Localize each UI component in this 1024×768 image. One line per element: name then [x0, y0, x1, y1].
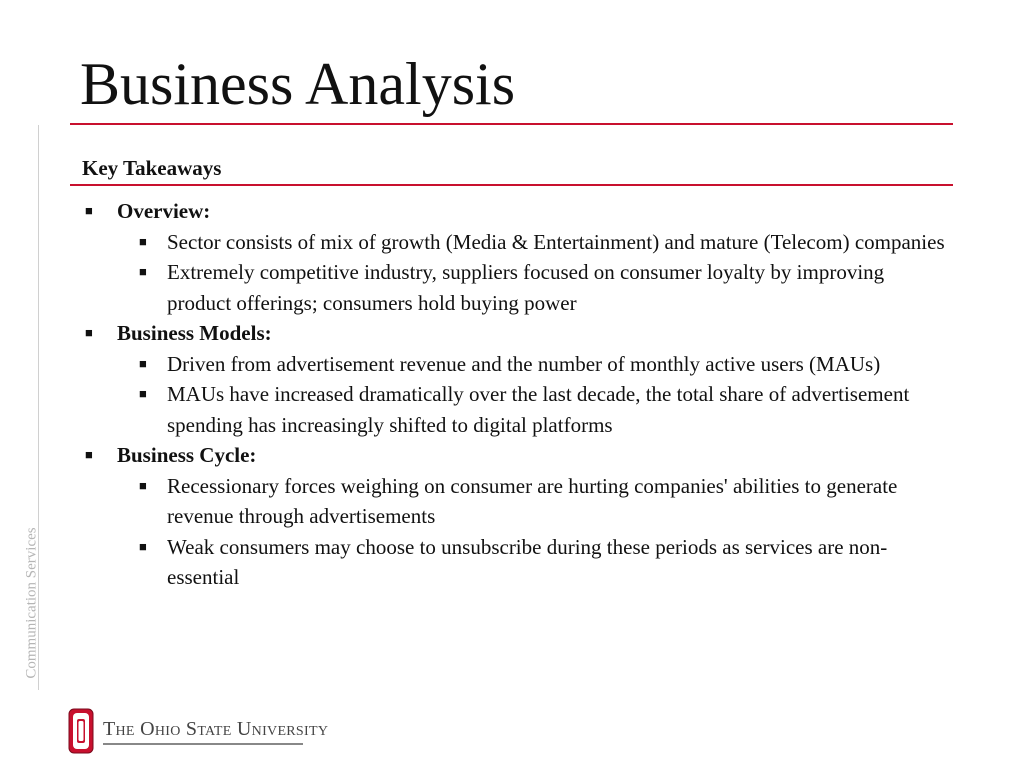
section-items	[117, 227, 945, 319]
section-items	[117, 349, 945, 441]
section-business-cycle	[85, 440, 945, 593]
title-divider	[70, 123, 953, 125]
square-bullet-icon: ■	[85, 203, 93, 218]
list-item: ■ Driven from advertisement revenue and the number of monthly active users (MAUs)	[117, 349, 945, 380]
square-bullet-icon: ■	[139, 386, 147, 401]
list-item: ■ Weak consumers may choose to unsubscribe during these periods as services are non-essential	[117, 532, 945, 593]
ohio-state-logo	[68, 708, 329, 756]
square-bullet-icon: ■	[139, 477, 147, 493]
list-item: ■ Recessionary forces weighing on consumer are hurting companies' abilities to generate revenue through advertisements	[117, 471, 945, 532]
section-heading: Business Cycle:	[117, 443, 257, 467]
list-item: ■ MAUs have increased dramatically over the last decade, the total share of advertisement spending has increasingly shifted to digital platforms	[117, 379, 945, 440]
square-bullet-icon: ■	[139, 264, 147, 279]
section-heading: Business Models:	[117, 321, 272, 345]
slide-content	[85, 196, 945, 593]
list-item: ■ Extremely competitive industry, suppliers focused on consumer loyalty by improving product offerings; consumers hold buying power	[117, 257, 945, 318]
section-business-models	[85, 318, 945, 440]
block-o-icon	[68, 708, 94, 754]
square-bullet-icon: ■	[85, 325, 93, 340]
subtitle-divider	[70, 184, 953, 186]
logo-underline	[103, 743, 303, 745]
square-bullet-icon: ■	[139, 355, 147, 371]
section-overview	[85, 196, 945, 318]
section-items	[117, 471, 945, 593]
section-list	[85, 196, 945, 593]
slide-subtitle: Key Takeaways	[82, 156, 222, 180]
list-item: ■ Sector consists of mix of growth (Media & Entertainment) and mature (Telecom) companies	[117, 227, 945, 258]
slide-title: Business Analysis	[80, 51, 516, 117]
square-bullet-icon: ■	[139, 233, 147, 249]
logo-wordmark: The Ohio State University	[103, 718, 329, 740]
square-bullet-icon: ■	[85, 447, 93, 462]
side-section-label: Communication Services	[23, 527, 40, 679]
square-bullet-icon: ■	[139, 538, 147, 554]
section-heading: Overview:	[117, 199, 211, 223]
